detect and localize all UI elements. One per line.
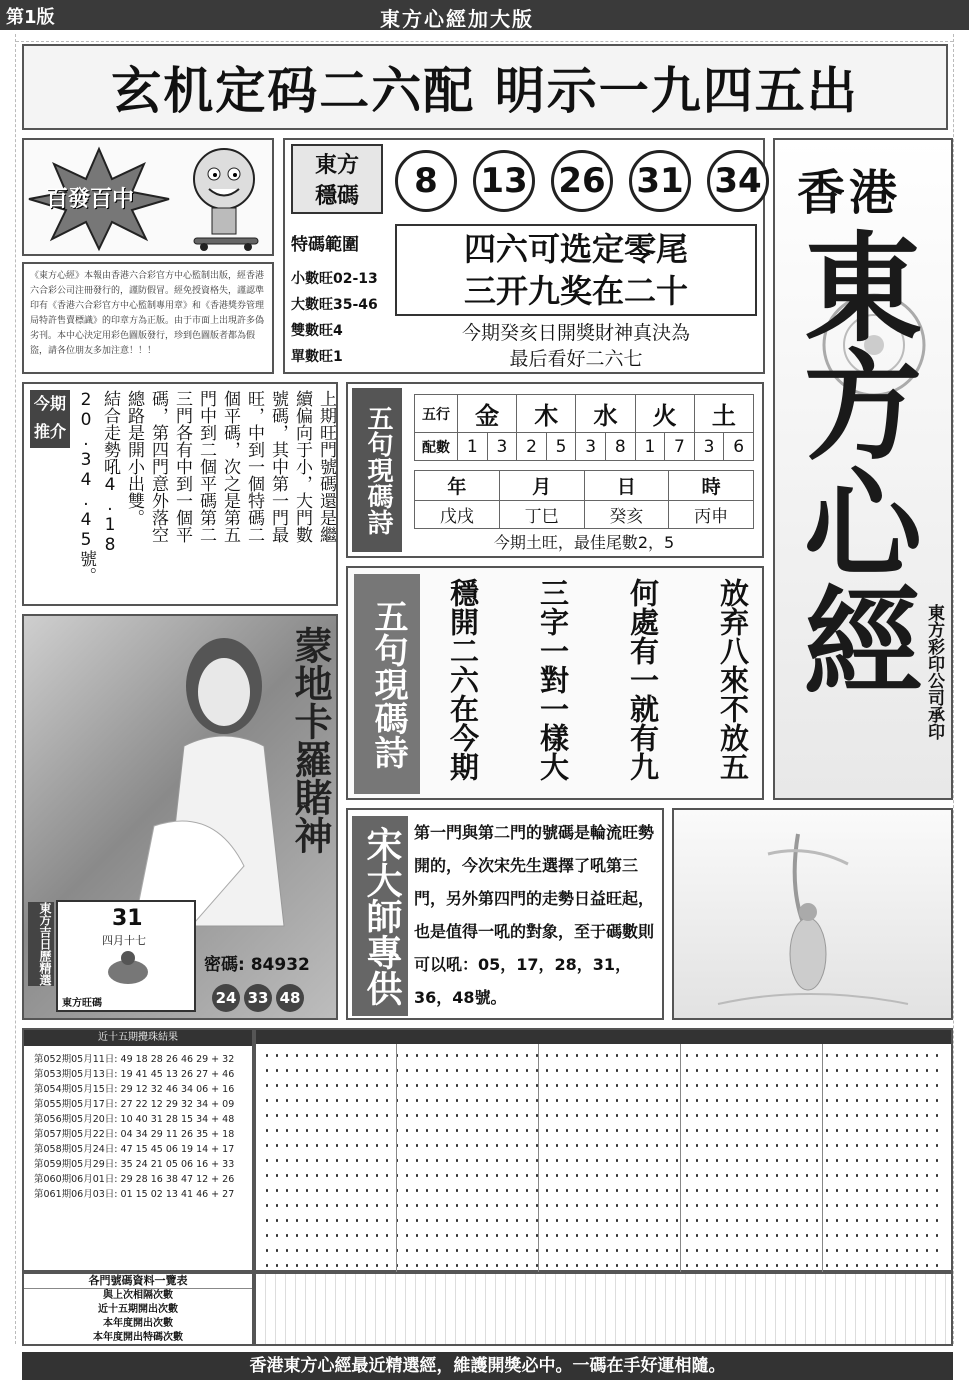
edition-label: 第1版 bbox=[6, 7, 55, 28]
element-cell: 水 bbox=[576, 395, 635, 433]
intro-column: 20.34.45號。 bbox=[76, 390, 96, 584]
badge-box bbox=[22, 138, 274, 256]
history-row: 第060期06月01日: 29 28 16 38 47 12 + 26 bbox=[34, 1174, 235, 1185]
special-number-row bbox=[395, 150, 769, 212]
special-poem-box bbox=[395, 224, 757, 316]
intro-column: 三門各有中到一個平 bbox=[172, 390, 192, 543]
stats-row: 近十五期開出次數 bbox=[98, 1304, 178, 1315]
intro-label: 今期推介 bbox=[30, 390, 70, 448]
elements-note: 今期土旺，最佳尾數2，5 bbox=[493, 533, 675, 552]
element-number: 8 bbox=[605, 433, 635, 461]
element-cell: 土 bbox=[694, 395, 753, 433]
history-title: 近十五期攪珠結果 bbox=[24, 1030, 252, 1046]
range-item: 單數旺1 bbox=[291, 349, 343, 365]
intro-column: 結合走勢吼4.18 bbox=[100, 390, 120, 555]
stats-box bbox=[22, 1272, 254, 1346]
history-row: 第052期05月11日: 49 18 28 26 46 29 + 32 bbox=[34, 1054, 235, 1065]
date-value: 丙申 bbox=[669, 501, 754, 529]
special-poem-line: 三开九奖在二十 bbox=[463, 272, 688, 310]
master-text: 第一門與第二門的號碼是輪流旺勢開的，今次宋先生選擇了吼第三門，另外第四門的走勢日益旺起，也是值得一吼的對象，至于碼數則可以吼：05，17，28，31，36，48號。 bbox=[414, 823, 655, 1007]
date-label: 月 bbox=[499, 471, 584, 501]
intro-column: 個平碼，次之是第五 bbox=[220, 390, 240, 543]
trend-grid bbox=[254, 1028, 953, 1272]
range-item: 小數旺02-13 bbox=[291, 271, 378, 287]
trend-divider bbox=[396, 1044, 397, 1272]
trend-header bbox=[256, 1030, 951, 1044]
photo-balls bbox=[212, 984, 304, 1012]
stats-row: 本年度開出次數 bbox=[103, 1318, 173, 1329]
poem2-columns bbox=[438, 578, 758, 794]
elements-table bbox=[414, 394, 754, 461]
trend-dots bbox=[262, 1048, 946, 1270]
top-border-strip bbox=[16, 32, 953, 42]
photo-ball: 24 bbox=[212, 984, 240, 1012]
date-label: 時 bbox=[669, 471, 754, 501]
trend-divider bbox=[680, 1044, 681, 1272]
calendar-day: 31 bbox=[112, 906, 143, 931]
history-row: 第057期05月22日: 04 34 29 11 26 35 + 18 bbox=[34, 1129, 235, 1140]
history-row: 第061期06月03日: 01 15 02 13 41 46 + 27 bbox=[34, 1189, 235, 1200]
element-number: 3 bbox=[576, 433, 606, 461]
range-title: 特碼範圍 bbox=[291, 235, 359, 255]
element-number: 5 bbox=[546, 433, 576, 461]
master-box bbox=[346, 808, 664, 1020]
special-label-bottom: 穩碼 bbox=[314, 184, 359, 209]
special-code-box bbox=[283, 138, 765, 374]
poem2-column: 何處有一就有九 bbox=[626, 578, 660, 781]
notice-text: 《東方心經》本報由香港六合彩官方中心監制出版，經香港六合彩公司注冊發行的，謹防假冒。經免授資格失，謹認準印有《香港六合彩官方中心監制專用章》和《香港獎券管理局特許售賣標識》的印章方為正版。由于市面上出現許多偽劣刊。本中心決定用彩色圖版發行，珍到色圖版者都為假盜，請各位朋友多加注意！！！ bbox=[30, 271, 265, 356]
scholar-painting-icon bbox=[678, 814, 948, 1014]
special-number-ball: 34 bbox=[707, 150, 769, 212]
poem2-column: 放弃八來不放五 bbox=[716, 578, 750, 781]
date-value: 癸亥 bbox=[584, 501, 669, 529]
poem2-label: 五句現碼詩 bbox=[354, 574, 420, 794]
intro-column: 續偏向于小，大門數 bbox=[292, 390, 312, 543]
poem2-column: 三字一對一樣大 bbox=[536, 578, 570, 781]
element-number: 1 bbox=[635, 433, 665, 461]
special-number-ball: 13 bbox=[473, 150, 535, 212]
right-border-strip bbox=[953, 34, 967, 1344]
trend-divider bbox=[538, 1044, 539, 1272]
badge-text: 百發百中 bbox=[46, 187, 135, 212]
history-row: 第055期05月17日: 27 22 12 29 32 34 + 09 bbox=[34, 1099, 235, 1110]
calendar-card bbox=[56, 900, 196, 1012]
intro-column: 碼，第四門意外落空 bbox=[148, 390, 168, 543]
element-number: 6 bbox=[724, 433, 754, 461]
calendar-month: 四月十七 bbox=[102, 934, 146, 947]
numbers-row-label: 配數 bbox=[415, 433, 458, 461]
calendar-footer: 東方旺碼 bbox=[62, 998, 102, 1009]
date-table bbox=[414, 470, 754, 529]
history-row: 第058期05月24日: 47 15 45 06 19 14 + 17 bbox=[34, 1144, 235, 1155]
footer-banner: 香港東方心經最近精選經，維護開獎必中。一碼在手好運相隨。 bbox=[22, 1352, 953, 1380]
zodiac-figure-icon bbox=[98, 948, 158, 988]
trend-divider bbox=[822, 1044, 823, 1272]
range-item: 大數旺35-46 bbox=[291, 297, 378, 313]
painting-box bbox=[672, 808, 953, 1020]
master-label: 宋大師專供 bbox=[352, 816, 408, 1016]
notice-box bbox=[22, 262, 274, 374]
elements-row-label: 五行 bbox=[415, 395, 458, 433]
big-title: 東方心經 bbox=[784, 226, 923, 698]
date-value: 丁巳 bbox=[499, 501, 584, 529]
printer-credit: 東方彩印公司承印 bbox=[924, 604, 944, 740]
date-value: 戊戌 bbox=[415, 501, 500, 529]
element-number: 2 bbox=[517, 433, 547, 461]
photo-title: 蒙地卡羅賭神 bbox=[288, 626, 332, 854]
stats-title: 各門號碼資料一覽表 bbox=[24, 1274, 252, 1289]
element-cell: 金 bbox=[458, 395, 517, 433]
photo-ball: 48 bbox=[276, 984, 304, 1012]
cartoon-mascot-icon bbox=[174, 144, 274, 254]
stats-grid bbox=[254, 1272, 953, 1346]
element-number: 3 bbox=[487, 433, 517, 461]
special-label-top: 東方 bbox=[314, 153, 359, 178]
intro-box bbox=[22, 382, 338, 606]
publication-title: 東方心經加大版 bbox=[380, 7, 534, 31]
photo-box bbox=[22, 614, 338, 1020]
stats-row: 與上次相隔次數 bbox=[103, 1290, 173, 1301]
poem2-column: 穩開二六在今期 bbox=[446, 578, 480, 781]
range-list bbox=[291, 266, 378, 370]
element-number: 1 bbox=[458, 433, 488, 461]
five-elements-label: 五句現碼詩 bbox=[352, 388, 402, 552]
history-row: 第056期05月20日: 10 40 31 28 15 34 + 48 bbox=[34, 1114, 235, 1125]
range-item: 雙數旺4 bbox=[291, 323, 343, 339]
hk-title: 香港 bbox=[797, 165, 902, 221]
headline: 玄机定码二六配 明示一九四五出 bbox=[22, 44, 948, 130]
intro-column: 門中到二個平碼第二 bbox=[196, 390, 216, 543]
special-number-ball: 26 bbox=[551, 150, 613, 212]
special-poem-line: 四六可选定零尾 bbox=[463, 230, 688, 268]
element-cell: 木 bbox=[517, 395, 576, 433]
history-row: 第053期05月13日: 19 41 45 13 26 27 + 46 bbox=[34, 1069, 235, 1080]
special-note-line: 最后看好二六七 bbox=[509, 348, 643, 370]
history-row: 第054期05月15日: 29 12 32 46 34 06 + 16 bbox=[34, 1084, 235, 1095]
special-number-ball: 8 bbox=[395, 150, 457, 212]
intro-column: 號碼，其中第一門最 bbox=[268, 390, 288, 543]
photo-ball: 33 bbox=[244, 984, 272, 1012]
history-box bbox=[22, 1028, 254, 1272]
element-number: 3 bbox=[694, 433, 724, 461]
date-label: 日 bbox=[584, 471, 669, 501]
intro-column: 旺，中到一個特碼二 bbox=[244, 390, 264, 543]
element-number: 7 bbox=[665, 433, 695, 461]
intro-columns bbox=[74, 390, 336, 604]
title-column bbox=[773, 138, 953, 800]
history-list bbox=[34, 1052, 234, 1202]
five-elements-box bbox=[346, 382, 764, 558]
special-label bbox=[291, 144, 383, 214]
special-number-ball: 31 bbox=[629, 150, 691, 212]
intro-column: 總路是開小出雙。 bbox=[124, 390, 144, 526]
history-row: 第059期05月29日: 35 24 21 05 06 16 + 33 bbox=[34, 1159, 235, 1170]
special-note bbox=[395, 320, 757, 372]
intro-column: 上期旺門號碼還是繼 bbox=[316, 390, 336, 543]
special-note-line: 今期癸亥日開獎財神真決為 bbox=[461, 322, 690, 344]
date-label: 年 bbox=[415, 471, 500, 501]
element-cell: 火 bbox=[635, 395, 694, 433]
left-border-strip bbox=[2, 34, 16, 1344]
calendar-side-label: 東方吉日歷精選 bbox=[28, 902, 54, 986]
poem2-box bbox=[346, 566, 764, 800]
photo-code: 密碼: 84932 bbox=[204, 955, 310, 975]
stats-row: 本年度開出特碼次數 bbox=[93, 1332, 183, 1343]
